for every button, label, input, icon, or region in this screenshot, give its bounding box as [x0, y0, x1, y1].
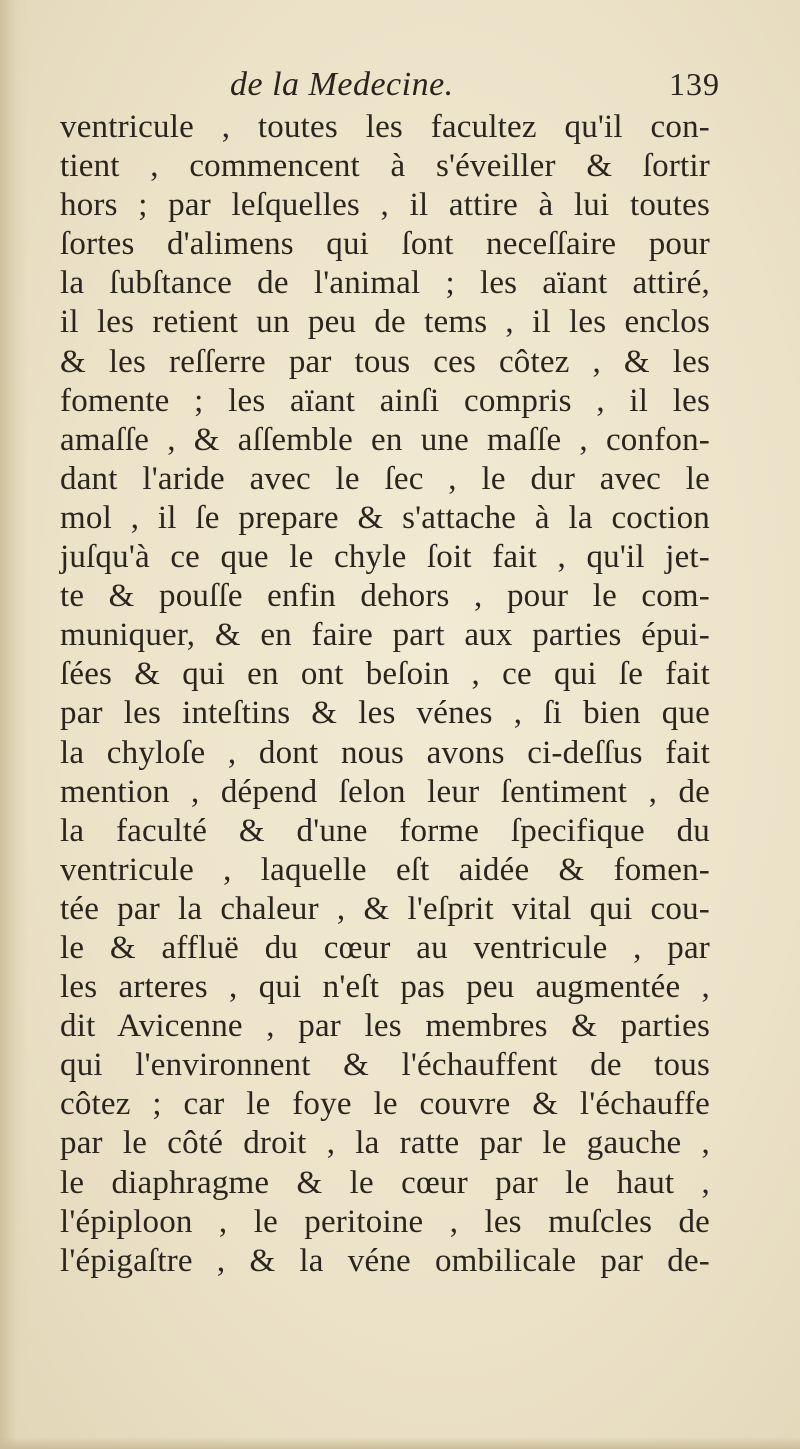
text-line: les arteres , qui n'eſt pas peu augmentée , [60, 969, 710, 1006]
text-line: par les inteſtins & les vénes , ſi bien que [60, 695, 710, 732]
page-bottom-edge [0, 1437, 800, 1449]
text-line: la chyloſe , dont nous avons ci-deſſus fait [60, 734, 710, 771]
text-line: tient , commencent à s'éveiller & ſortir [60, 148, 710, 185]
text-line: la ſubſtance de l'animal ; les aïant attiré, [60, 265, 710, 302]
text-line: l'épigaſtre , & la véne ombilicale par de- [60, 1242, 710, 1279]
text-line: juſqu'à ce que le chyle ſoit fait , qu'il jet- [60, 539, 710, 576]
text-line: hors ; par leſquelles , il attire à lui toutes [60, 187, 710, 224]
text-line: muniquer, & en faire part aux parties épui- [60, 617, 710, 654]
text-line: côtez ; car le foye le couvre & l'échauffe [60, 1086, 710, 1123]
text-line: il les retient un peu de tems , il les enclos [60, 304, 710, 341]
running-head: de la Medecine. [230, 66, 454, 103]
text-line: la faculté & d'une forme ſpecifique du [60, 812, 710, 849]
text-line: mention , dépend ſelon leur ſentiment , de [60, 773, 710, 810]
text-line: ſortes d'alimens qui ſont neceſſaire pour [60, 226, 710, 263]
text-line: mol , il ſe prepare & s'attache à la coction [60, 499, 710, 536]
text-line: dant l'aride avec le ſec , le dur avec le [60, 460, 710, 497]
text-line: ventricule , laquelle eſt aidée & fomen- [60, 851, 710, 888]
text-line: ſées & qui en ont beſoin , ce qui ſe fait [60, 656, 710, 693]
text-line: le diaphragme & le cœur par le haut , [60, 1164, 710, 1201]
page-gutter-shadow [0, 0, 28, 1449]
text-line: par le côté droit , la ratte par le gauche , [60, 1125, 710, 1162]
page-number: 139 [669, 66, 720, 102]
text-line: le & affluë du cœur au ventricule , par [60, 929, 710, 966]
text-line: te & pouſſe enfin dehors , pour le com- [60, 578, 710, 615]
page-header [60, 66, 720, 106]
text-line: fomente ; les aïant ainſi compris , il les [60, 382, 710, 419]
text-line: & les reſſerre par tous ces côtez , & les [60, 343, 710, 380]
text-line: dit Avicenne , par les membres & parties [60, 1008, 710, 1045]
text-line: qui l'environnent & l'échauffent de tous [60, 1047, 710, 1084]
text-line: ventricule , toutes les facultez qu'il con- [60, 109, 710, 145]
body-text [60, 108, 710, 1281]
text-line: tée par la chaleur , & l'eſprit vital qui cou- [60, 890, 710, 927]
text-line: amaſſe , & aſſemble en une maſſe , confon- [60, 421, 710, 458]
text-line: l'épiploon , le peritoine , les muſcles de [60, 1203, 710, 1240]
